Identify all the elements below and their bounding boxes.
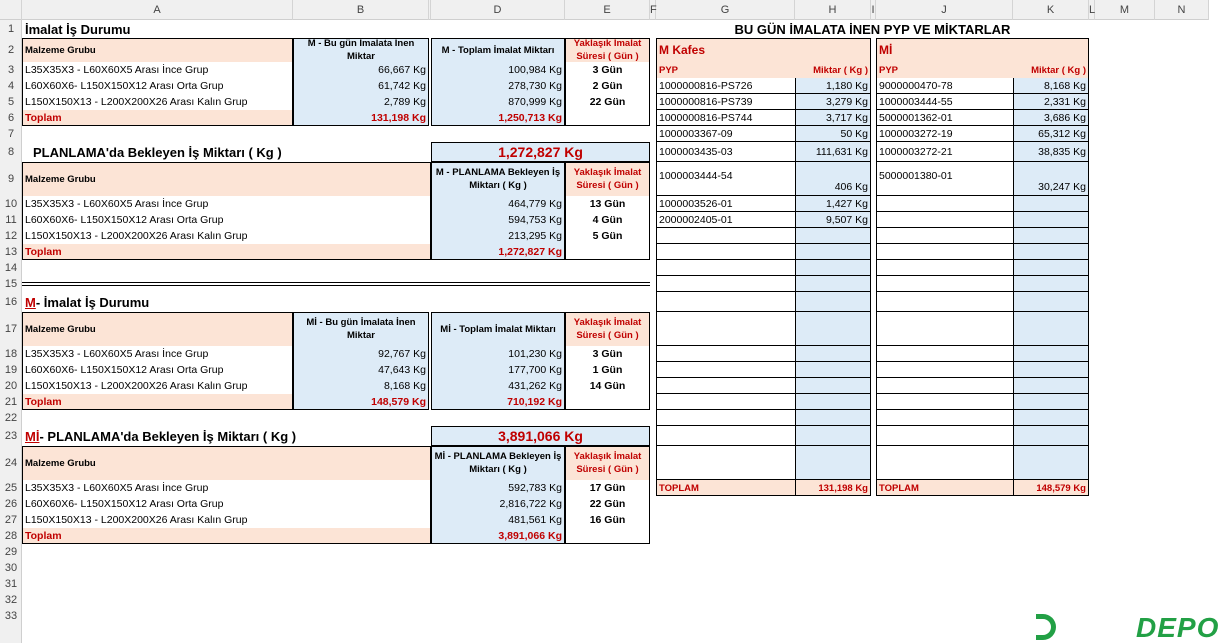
column-label[interactable]: M - Toplam İmalat Miktarı (431, 38, 565, 62)
total-big[interactable]: 3,891,066 Kg (431, 426, 650, 446)
column-label[interactable]: Mİ - PLANLAMA Bekleyen İş Miktarı ( Kg ) (431, 446, 565, 480)
duration[interactable]: 17 Gün (589, 482, 626, 494)
empty-cell[interactable] (1013, 378, 1089, 394)
pyp-code[interactable]: 1000000816-PS726 (656, 78, 795, 94)
duration[interactable]: 5 Gün (592, 230, 623, 242)
title-prefix: Mİ (25, 428, 40, 444)
empty-cell[interactable] (795, 378, 871, 394)
total-label[interactable]: TOPLAM (876, 480, 1013, 496)
row-header[interactable]: 14 (4, 262, 18, 274)
section-title[interactable] (22, 426, 431, 446)
pyp-code[interactable]: 9000000470-78 (876, 78, 1013, 94)
total-amount[interactable]: 131,198 Kg (795, 480, 871, 496)
pyp-code[interactable]: 1000003526-01 (656, 196, 795, 212)
material-group[interactable]: L150X150X13 - L200X200X26 Arası Kalın Grup (25, 230, 248, 242)
row-header[interactable]: 33 (4, 610, 18, 622)
row-header[interactable]: 13 (4, 246, 18, 258)
column-header[interactable]: A (22, 0, 293, 20)
empty-cell[interactable] (876, 378, 1013, 394)
title-prefix: M (25, 294, 36, 310)
empty-cell[interactable] (795, 346, 871, 362)
amount[interactable]: 2,789 Kg (293, 94, 429, 110)
row-header[interactable]: 16 (4, 296, 18, 308)
row-header[interactable]: 19 (4, 364, 18, 376)
empty-cell[interactable] (565, 110, 650, 126)
column-header[interactable]: D (431, 0, 565, 20)
duration[interactable]: 3 Gün (592, 348, 623, 360)
amount[interactable]: 65,312 Kg (1013, 126, 1089, 142)
empty-cell[interactable] (1013, 362, 1089, 378)
column-header[interactable]: J (876, 0, 1013, 20)
empty-cell[interactable] (656, 346, 795, 362)
empty-cell[interactable] (1013, 446, 1089, 480)
row-header[interactable]: 8 (7, 146, 15, 158)
material-group[interactable]: L35X35X3 - L60X60X5 Arası İnce Grup (25, 64, 209, 76)
total-amount[interactable]: 3,891,066 Kg (431, 528, 565, 544)
material-group[interactable]: L35X35X3 - L60X60X5 Arası İnce Grup (25, 482, 209, 494)
duration[interactable]: 22 Gün (589, 96, 626, 108)
amount[interactable]: 8,168 Kg (293, 378, 429, 394)
amount[interactable]: 481,561 Kg (431, 512, 565, 528)
total-label[interactable]: TOPLAM (656, 480, 795, 496)
amount[interactable]: 100,984 Kg (431, 62, 565, 78)
empty-cell[interactable] (876, 362, 1013, 378)
total-amount[interactable]: 148,579 Kg (293, 394, 429, 410)
empty-cell[interactable] (876, 446, 1013, 480)
column-header[interactable]: I (871, 0, 876, 20)
empty-cell[interactable] (1013, 260, 1089, 276)
empty-cell[interactable] (876, 196, 1013, 212)
column-label[interactable]: Yaklaşık İmalat Süresi ( Gün ) (565, 38, 650, 62)
column-label[interactable]: Miktar ( Kg ) (1013, 62, 1089, 78)
pyp-code[interactable]: 1000003272-21 (876, 142, 1013, 162)
column-header[interactable]: H (795, 0, 871, 20)
row-headers (0, 20, 22, 643)
empty-cell[interactable] (656, 378, 795, 394)
column-label[interactable]: M - Bu gün İmalata İnen Miktar (293, 38, 429, 62)
pyp-code[interactable]: 1000003272-19 (876, 126, 1013, 142)
right-panel-title[interactable]: BU GÜN İMALATA İNEN PYP VE MİKTARLAR (734, 21, 1011, 37)
duration[interactable]: 2 Gün (592, 80, 623, 92)
column-label[interactable]: Malzeme Grubu (22, 38, 293, 62)
row-header[interactable]: 31 (4, 578, 18, 590)
total-label[interactable]: Toplam (22, 394, 293, 410)
empty-cell[interactable] (795, 426, 871, 446)
empty-cell[interactable] (656, 410, 795, 426)
empty-cell[interactable] (656, 446, 795, 480)
total-amount[interactable]: 1,272,827 Kg (431, 244, 565, 260)
pyp-code[interactable]: 1000003444-54 (656, 162, 795, 196)
empty-cell[interactable] (656, 362, 795, 378)
row-header[interactable]: 5 (7, 96, 15, 108)
row-header[interactable]: 32 (4, 594, 18, 606)
row-header[interactable]: 24 (4, 457, 18, 469)
column-header[interactable]: N (1155, 0, 1209, 20)
pyp-code[interactable]: 1000000816-PS744 (656, 110, 795, 126)
total-label[interactable]: Toplam (22, 110, 293, 126)
amount[interactable]: 1,180 Kg (795, 78, 871, 94)
empty-cell[interactable] (565, 528, 650, 544)
amount[interactable]: 111,631 Kg (795, 142, 871, 162)
column-label[interactable]: PYP (876, 62, 1013, 78)
section-title[interactable]: PLANLAMA'da Bekleyen İş Miktarı ( Kg ) (33, 144, 282, 160)
column-header[interactable] (0, 0, 22, 20)
material-group[interactable]: L150X150X13 - L200X200X26 Arası Kalın Grup (25, 514, 248, 526)
empty-cell[interactable] (1013, 228, 1089, 244)
empty-cell[interactable] (876, 410, 1013, 426)
empty-cell[interactable] (656, 426, 795, 446)
pyp-code[interactable]: 1000003444-55 (876, 94, 1013, 110)
empty-cell[interactable] (876, 292, 1013, 312)
row-header[interactable]: 22 (4, 412, 18, 424)
row-header[interactable]: 27 (4, 514, 18, 526)
row-header[interactable]: 25 (4, 482, 18, 494)
empty-cell[interactable] (795, 394, 871, 410)
material-group[interactable]: L150X150X13 - L200X200X26 Arası Kalın Grup (25, 380, 248, 392)
pyp-code[interactable]: 1000003435-03 (656, 142, 795, 162)
empty-cell[interactable] (795, 292, 871, 312)
amount[interactable]: 870,999 Kg (431, 94, 565, 110)
amount[interactable]: 592,783 Kg (431, 480, 565, 496)
row-header[interactable]: 18 (4, 348, 18, 360)
empty-cell[interactable] (795, 228, 871, 244)
watermark-text: DEPO (1136, 612, 1219, 643)
empty-cell[interactable] (876, 212, 1013, 228)
row-header[interactable]: 3 (7, 64, 15, 76)
empty-cell[interactable] (1013, 292, 1089, 312)
empty-cell[interactable] (795, 446, 871, 480)
row-header[interactable]: 11 (5, 214, 17, 226)
title-rest: - PLANLAMA'da Bekleyen İş Miktarı ( Kg ) (39, 428, 297, 444)
empty-cell[interactable] (876, 426, 1013, 446)
empty-cell[interactable] (876, 276, 1013, 292)
column-label[interactable]: PYP (656, 62, 795, 78)
material-group[interactable]: L60X60X6- L150X150X12 Arası Orta Grup (25, 364, 224, 376)
duration[interactable]: 16 Gün (589, 514, 626, 526)
empty-cell[interactable] (795, 276, 871, 292)
material-group[interactable]: L35X35X3 - L60X60X5 Arası İnce Grup (25, 348, 209, 360)
amount[interactable]: 30,247 Kg (1013, 162, 1089, 196)
amount[interactable]: 464,779 Kg (431, 196, 565, 212)
d-logo-icon (1036, 614, 1056, 640)
total-amount[interactable]: 710,192 Kg (431, 394, 565, 410)
amount[interactable]: 406 Kg (795, 162, 871, 196)
total-amount[interactable]: 148,579 Kg (1013, 480, 1089, 496)
column-label[interactable]: Yaklaşık İmalat Süresi ( Gün ) (565, 162, 650, 196)
row-header[interactable]: 28 (4, 530, 18, 542)
empty-cell[interactable] (1013, 276, 1089, 292)
empty-cell[interactable] (656, 312, 795, 346)
amount[interactable]: 1,427 Kg (795, 196, 871, 212)
empty-cell[interactable] (1013, 196, 1089, 212)
column-header[interactable]: M (1095, 0, 1155, 20)
empty-cell[interactable] (656, 394, 795, 410)
empty-cell[interactable] (1013, 312, 1089, 346)
amount[interactable]: 8,168 Kg (1013, 78, 1089, 94)
material-group[interactable]: L150X150X13 - L200X200X26 Arası Kalın Grup (25, 96, 248, 108)
row-header[interactable]: 1 (7, 23, 15, 35)
empty-cell[interactable] (656, 260, 795, 276)
row-header[interactable]: 15 (4, 278, 18, 290)
empty-cell[interactable] (656, 292, 795, 312)
duration[interactable]: 22 Gün (589, 498, 626, 510)
row-header[interactable]: 4 (7, 80, 15, 92)
row-header[interactable]: 20 (4, 380, 18, 392)
empty-cell[interactable] (1013, 244, 1089, 260)
row-header[interactable]: 23 (4, 430, 18, 442)
duration[interactable]: 4 Gün (592, 214, 623, 226)
empty-cell[interactable] (876, 312, 1013, 346)
empty-cell[interactable] (1013, 346, 1089, 362)
material-group[interactable]: L60X60X6- L150X150X12 Arası Orta Grup (25, 498, 224, 510)
empty-cell[interactable] (656, 244, 795, 260)
column-header[interactable]: G (656, 0, 795, 20)
empty-cell[interactable] (795, 410, 871, 426)
empty-cell[interactable] (1013, 426, 1089, 446)
total-label[interactable]: Toplam (22, 528, 431, 544)
column-label[interactable]: Mİ - Toplam İmalat Miktarı (431, 312, 565, 346)
empty-cell[interactable] (1013, 394, 1089, 410)
column-header[interactable]: B (293, 0, 429, 20)
amount[interactable]: 3,686 Kg (1013, 110, 1089, 126)
column-label[interactable]: Mİ - Bu gün İmalata İnen Miktar (293, 312, 429, 346)
column-label[interactable]: Malzeme Grubu (22, 312, 293, 346)
column-headers (0, 0, 1209, 20)
column-label[interactable]: Yaklaşık İmalat Süresi ( Gün ) (565, 446, 650, 480)
empty-cell[interactable] (795, 312, 871, 346)
section-title[interactable]: İmalat İş Durumu (25, 21, 131, 37)
empty-cell[interactable] (795, 362, 871, 378)
pyp-code[interactable]: 5000001380-01 (876, 162, 1013, 196)
empty-cell[interactable] (565, 244, 650, 260)
amount[interactable]: 2,331 Kg (1013, 94, 1089, 110)
amount[interactable]: 2,816,722 Kg (431, 496, 565, 512)
amount[interactable]: 3,279 Kg (795, 94, 871, 110)
empty-cell[interactable] (565, 394, 650, 410)
material-group[interactable]: L60X60X6- L150X150X12 Arası Orta Grup (25, 214, 224, 226)
separator-line (22, 282, 650, 286)
pyp-code[interactable]: 2000002405-01 (656, 212, 795, 228)
row-header[interactable]: 10 (4, 198, 18, 210)
amount[interactable]: 50 Kg (795, 126, 871, 142)
table-title[interactable]: M Kafes (656, 38, 871, 62)
row-header[interactable]: 26 (4, 498, 18, 510)
amount[interactable]: 66,667 Kg (293, 62, 429, 78)
empty-cell[interactable] (876, 346, 1013, 362)
amount[interactable]: 47,643 Kg (293, 362, 429, 378)
empty-cell[interactable] (876, 244, 1013, 260)
column-header[interactable]: K (1013, 0, 1089, 20)
empty-cell[interactable] (876, 228, 1013, 244)
section-title[interactable] (22, 292, 431, 312)
row-header[interactable]: 30 (4, 562, 18, 574)
column-label[interactable]: Yaklaşık İmalat Süresi ( Gün ) (565, 312, 650, 346)
pyp-code[interactable]: 1000000816-PS739 (656, 94, 795, 110)
amount[interactable]: 61,742 Kg (293, 78, 429, 94)
empty-cell[interactable] (656, 228, 795, 244)
column-header[interactable]: L (1089, 0, 1095, 20)
empty-cell[interactable] (1013, 410, 1089, 426)
column-header[interactable]: F (650, 0, 656, 20)
amount[interactable]: 431,262 Kg (431, 378, 565, 394)
total-label[interactable]: Toplam (22, 244, 431, 260)
duration[interactable]: 14 Gün (589, 380, 626, 392)
row-header[interactable]: 21 (4, 396, 18, 408)
empty-cell[interactable] (876, 260, 1013, 276)
total-amount[interactable]: 131,198 Kg (293, 110, 429, 126)
column-label[interactable]: Malzeme Grubu (22, 446, 431, 480)
row-header[interactable]: 9 (7, 173, 15, 185)
row-header[interactable]: 6 (7, 112, 15, 124)
row-header[interactable]: 29 (4, 546, 18, 558)
total-big[interactable]: 1,272,827 Kg (431, 142, 650, 162)
amount[interactable]: 38,835 Kg (1013, 142, 1089, 162)
title-rest: - İmalat İş Durumu (35, 294, 150, 310)
empty-cell[interactable] (1013, 212, 1089, 228)
amount[interactable]: 278,730 Kg (431, 78, 565, 94)
row-header[interactable]: 17 (4, 323, 18, 335)
empty-cell[interactable] (795, 260, 871, 276)
amount[interactable]: 177,700 Kg (431, 362, 565, 378)
empty-cell[interactable] (876, 394, 1013, 410)
column-label[interactable]: Miktar ( Kg ) (795, 62, 871, 78)
amount[interactable]: 594,753 Kg (431, 212, 565, 228)
column-label[interactable]: M - PLANLAMA Bekleyen İş Miktarı ( Kg ) (431, 162, 565, 196)
pyp-code[interactable]: 5000001362-01 (876, 110, 1013, 126)
duration[interactable]: 13 Gün (589, 198, 626, 210)
amount[interactable]: 92,767 Kg (293, 346, 429, 362)
row-header[interactable]: 12 (4, 230, 18, 242)
material-group[interactable]: L35X35X3 - L60X60X5 Arası İnce Grup (25, 198, 209, 210)
duration[interactable]: 3 Gün (592, 64, 623, 76)
column-header[interactable]: E (565, 0, 650, 20)
amount[interactable]: 213,295 Kg (431, 228, 565, 244)
watermark-logo (1036, 612, 1219, 643)
column-label[interactable]: Malzeme Grubu (22, 162, 431, 196)
material-group[interactable]: L60X60X6- L150X150X12 Arası Orta Grup (25, 80, 224, 92)
total-amount[interactable]: 1,250,713 Kg (431, 110, 565, 126)
table-title[interactable]: Mİ (876, 38, 1089, 62)
duration[interactable]: 1 Gün (592, 364, 623, 376)
amount[interactable]: 9,507 Kg (795, 212, 871, 228)
empty-cell[interactable] (656, 276, 795, 292)
amount[interactable]: 3,717 Kg (795, 110, 871, 126)
amount[interactable]: 101,230 Kg (431, 346, 565, 362)
empty-cell[interactable] (795, 244, 871, 260)
pyp-code[interactable]: 1000003367-09 (656, 126, 795, 142)
row-header[interactable]: 7 (7, 128, 15, 140)
row-header[interactable]: 2 (7, 44, 15, 56)
